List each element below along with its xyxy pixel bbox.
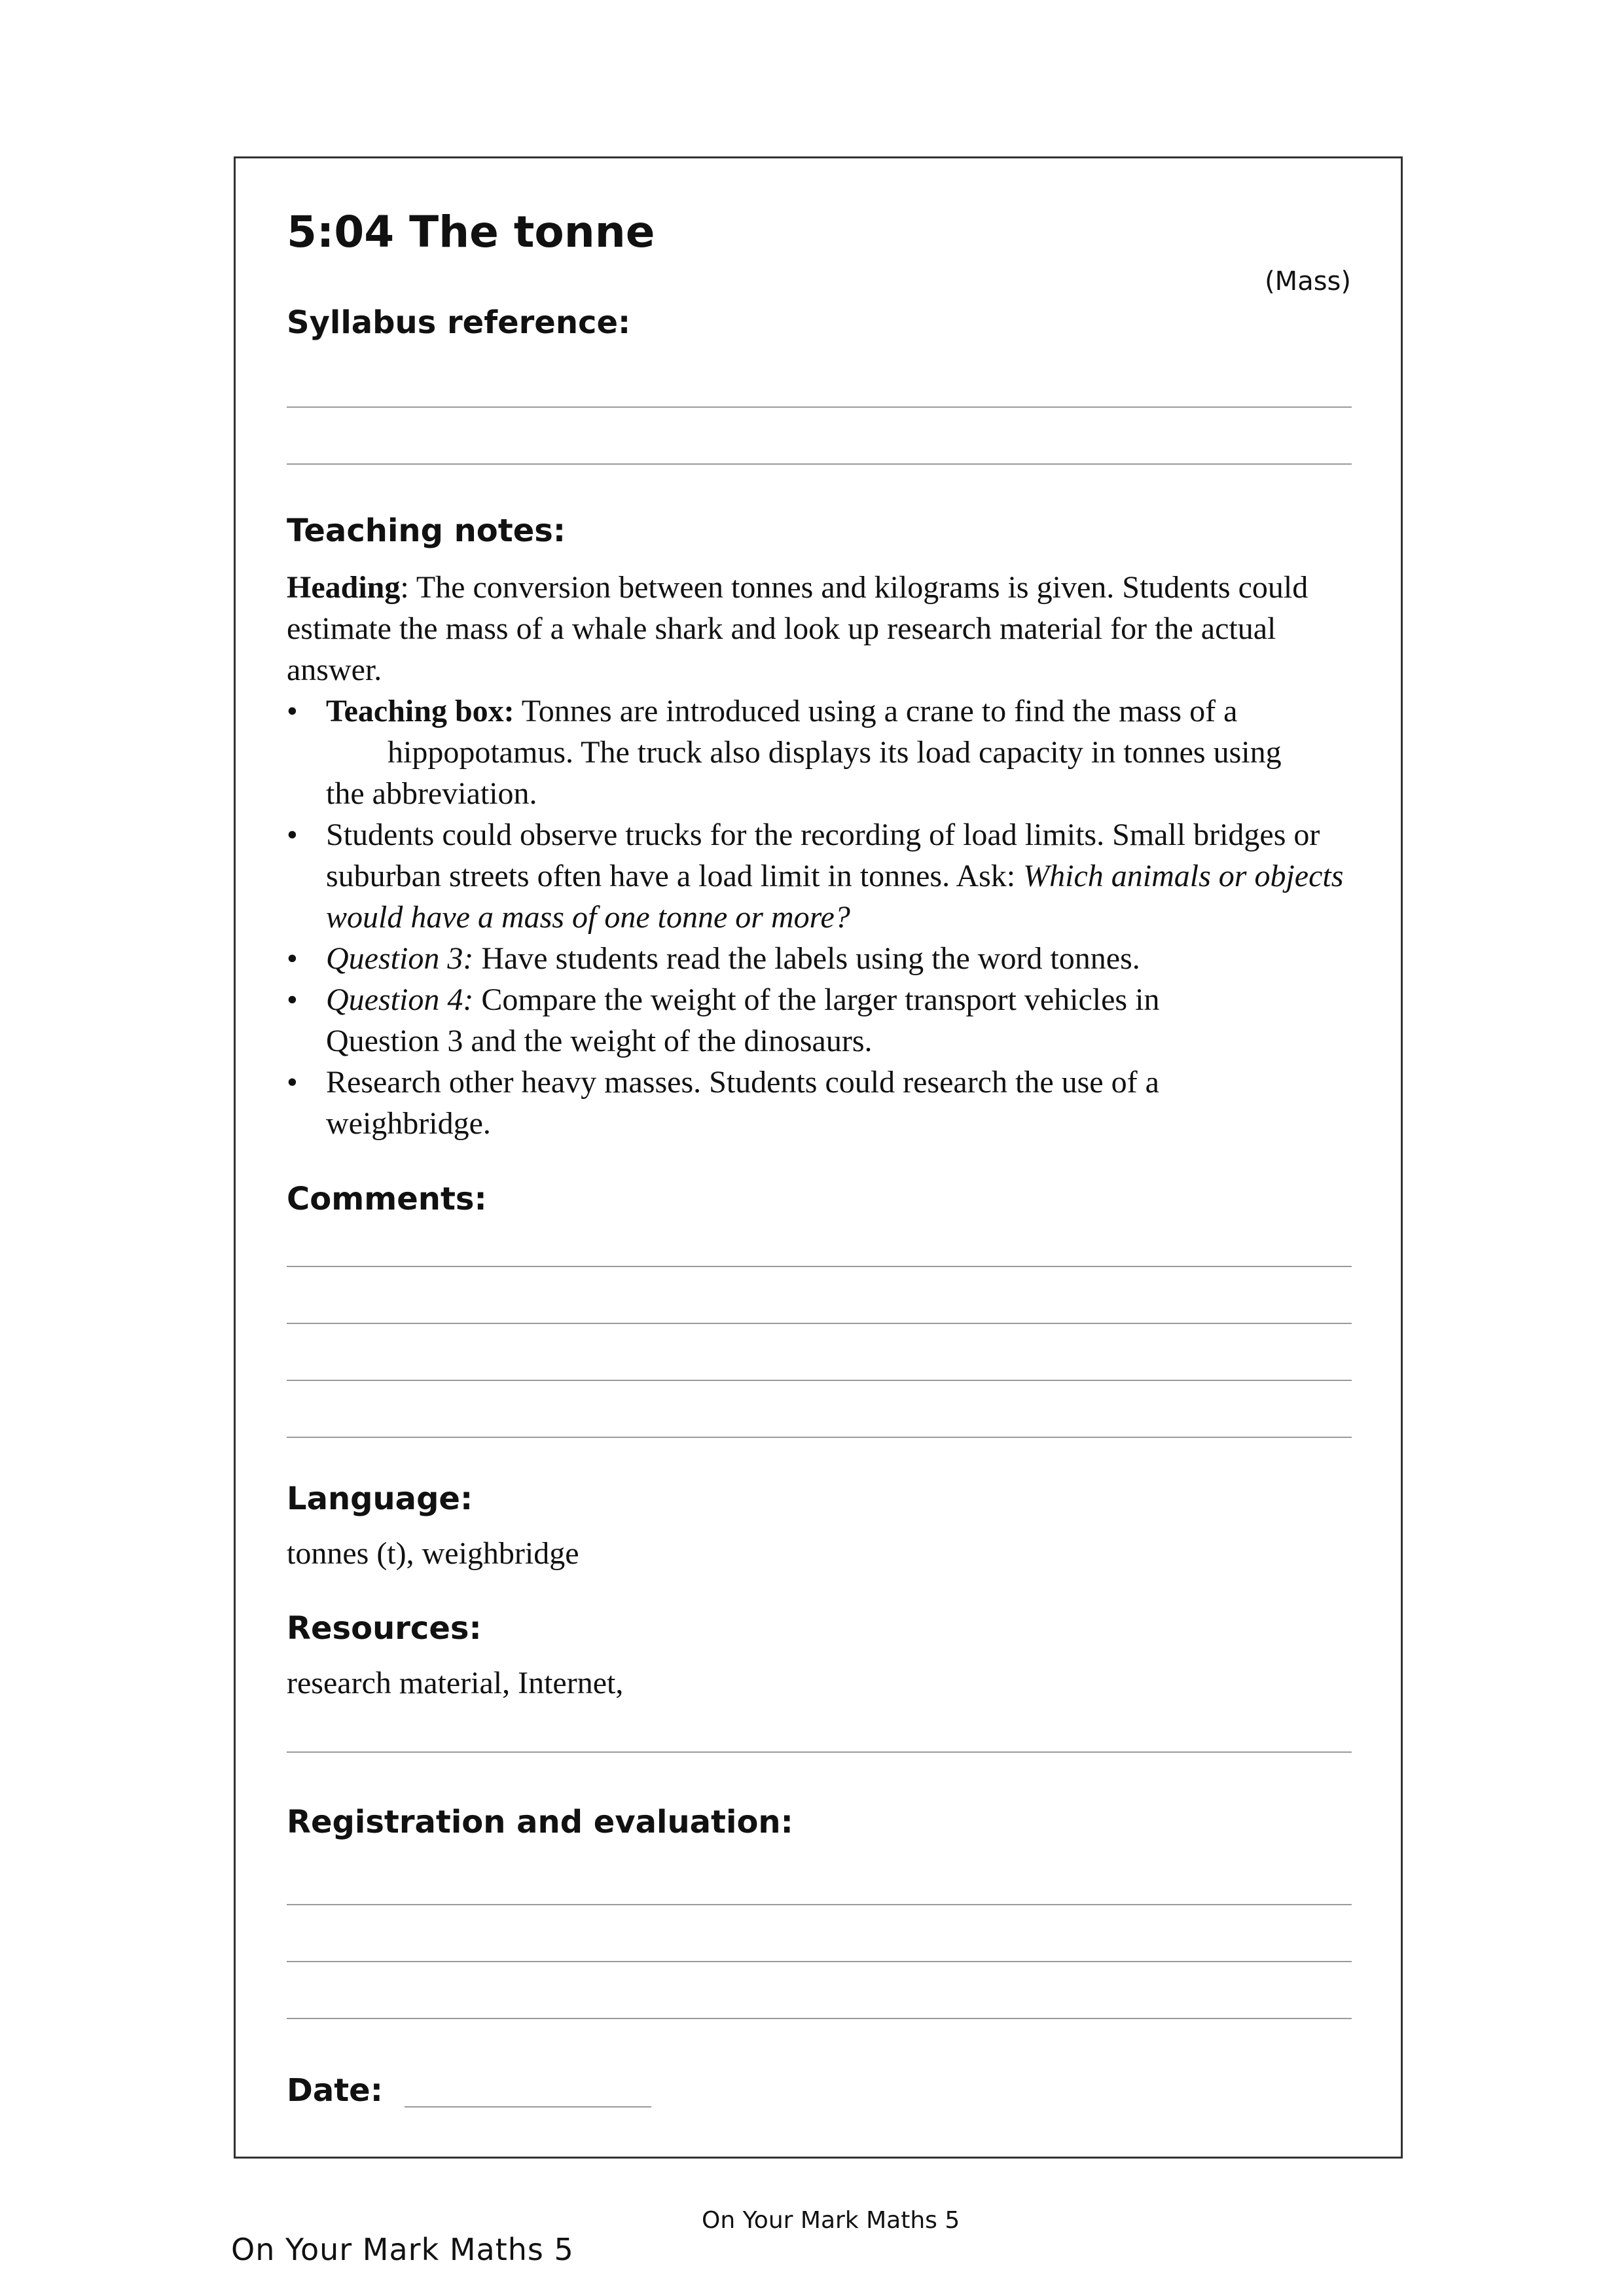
- comments-line-4[interactable]: [287, 1437, 1352, 1438]
- footer-book-title: On Your Mark Maths 5: [231, 2232, 574, 2267]
- resources-text: research material, Internet,: [287, 1666, 624, 1700]
- comments-line-3[interactable]: [287, 1380, 1352, 1381]
- teaching-notes-body: [287, 567, 1352, 1144]
- registration-line-2[interactable]: [287, 1961, 1352, 1962]
- registration-line-3[interactable]: [287, 2018, 1352, 2019]
- date-label: Date:: [287, 2072, 383, 2109]
- syllabus-line-2[interactable]: [287, 463, 1352, 465]
- topic-label: (Mass): [1265, 266, 1351, 296]
- page-frame: [234, 156, 1403, 2159]
- syllabus-line-1[interactable]: [287, 406, 1352, 408]
- heading-note: Heading: The conversion between tonnes and kilograms is given. Students could estimate the mass of a whale shark and look up research material for the actual answer.: [287, 570, 1308, 687]
- footer-title: On Your Mark Maths 5: [702, 2207, 960, 2234]
- list-item: • Teaching box: Tonnes are introduced using a crane to find the mass of a hippopotamus. The truck also displays its load capacity in tonnes using the abbreviation.: [287, 694, 1282, 811]
- list-item: • Students could observe trucks for the recording of load limits. Small bridges or suburban streets often have a load limit in tonnes. Ask: Which animals or objects would have a mass of one tonne or more?: [287, 817, 1344, 935]
- resources-line[interactable]: [287, 1751, 1352, 1753]
- teaching-notes-list: [287, 691, 1352, 1144]
- comments-line-2[interactable]: [287, 1323, 1352, 1324]
- list-item: • Question 3: Have students read the labels using the word tonnes.: [287, 941, 1140, 976]
- teaching-notes-heading: Teaching notes:: [287, 512, 566, 549]
- comments-heading: Comments:: [287, 1181, 487, 1217]
- date-field[interactable]: [405, 2106, 651, 2108]
- resources-heading: Resources:: [287, 1610, 482, 1647]
- syllabus-heading: Syllabus reference:: [287, 304, 631, 341]
- comments-line-1[interactable]: [287, 1266, 1352, 1267]
- language-text: tonnes (t), weighbridge: [287, 1536, 579, 1571]
- registration-line-1[interactable]: [287, 1904, 1352, 1905]
- page-title: 5:04 The tonne: [287, 207, 655, 257]
- list-item: • Research other heavy masses. Students could research the use of a weighbridge.: [287, 1065, 1159, 1141]
- registration-heading: Registration and evaluation:: [287, 1804, 793, 1840]
- list-item: • Question 4: Compare the weight of the larger transport vehicles in Question 3 and the weight of the dinosaurs.: [287, 982, 1160, 1058]
- language-heading: Language:: [287, 1480, 473, 1517]
